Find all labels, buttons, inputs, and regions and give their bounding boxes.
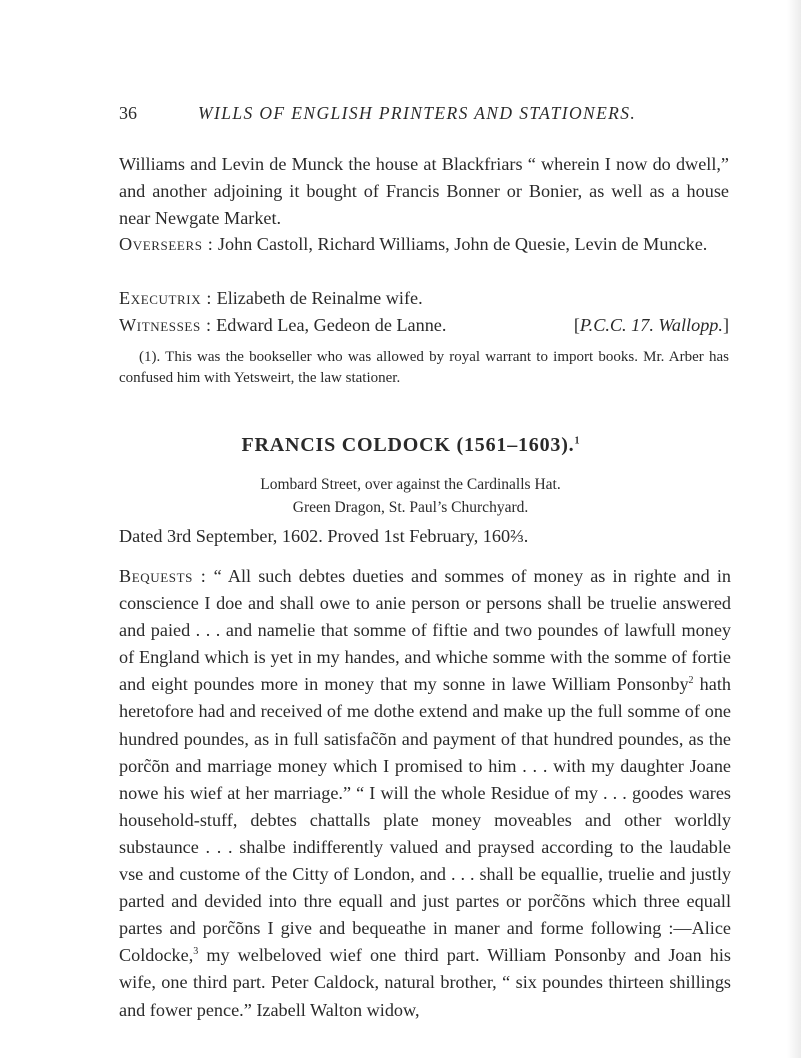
- entry-title-footnote-ref: 1: [574, 435, 580, 447]
- bequests-text-1: “ All such debtes dueties and sommes of money as in righte and in conscience I doe and shall owe to anie person or persons shall be truelie answered and paied . . . and namelie that somme of fiftie and two poundes of lawfull money of England which is yet in my handes, and whiche somme with the somme of fortie and eight poundes more in money that my sonne in lawe William Ponsonby: [119, 566, 732, 695]
- address-line-2: Green Dragon, St. Paul’s Churchyard.: [292, 499, 529, 516]
- overseers-paragraph: [119, 231, 729, 258]
- page-number: 36: [119, 103, 137, 123]
- footnote-ref-3: 3: [193, 946, 199, 958]
- witnesses-text: Edward Lea, Gedeon de Lanne.: [211, 315, 447, 335]
- probate-reference: [P.C.C. 17. Wallopp.]: [573, 315, 729, 335]
- witnesses-label: Witnesses :: [119, 315, 212, 335]
- footnote-1: (1). This was the bookseller who was allowed by royal warrant to import books. Mr. Arber has confused him with Yetsweirt, the law stationer.: [119, 349, 729, 386]
- witnesses-paragraph: [119, 312, 729, 339]
- page-header: [119, 103, 719, 133]
- address-line-1: Lombard Street, over against the Cardinalls Hat.: [260, 476, 561, 493]
- scan-edge-shadow: [787, 0, 801, 1058]
- executrix-label: Executrix :: [119, 288, 213, 308]
- footnote-ref-2: 2: [688, 675, 694, 687]
- entry-title: [0, 434, 801, 457]
- bequests-label: Bequests :: [119, 566, 207, 586]
- will-continuation-paragraph: Williams and Levin de Munck the house at Blackfriars “ wherein I now do dwell,” and another adjoining it bought of Francis Bonner or Bonier, as well as a house near Newgate Market.: [119, 154, 729, 228]
- entry-title-text: FRANCIS COLDOCK (1561–1603).: [241, 434, 575, 456]
- running-title: WILLS OF ENGLISH PRINTERS AND STATIONERS.: [198, 103, 637, 123]
- executrix-text: Elizabeth de Reinalme wife.: [212, 288, 423, 308]
- overseers-text: John Castoll, Richard Williams, John de Quesie, Levin de Muncke.: [213, 234, 708, 254]
- bequests-paragraph: [119, 563, 731, 1024]
- dated-line: Dated 3rd September, 1602. Proved 1st February, 160⅔.: [119, 526, 529, 546]
- bequests-text-2: hath heretofore had and received of me dothe extend and make up the full somme of one hundred poundes, as in full satisfac̃õn and payment of that hundred poundes, as the porc̃õn and marriage money which I promised to him . . . with my daughter Joane nowe his wief at her marriage.” “ I will the whole Residue of my . . . goodes wares household-stuff, debtes chattalls plate money moveables and other worldly substaunce . . . shalbe indifferently valued and praysed according to the laudable vse and custome of the Citty of London, and . . . shall be equallie, truelie and justly parted and devided into thre equall and just partes or porc̃õns which three equall partes and porc̃õns I give and bequeathe in maner and forme following :—Alice Coldocke,: [119, 674, 731, 966]
- overseers-label: Overseers :: [119, 234, 214, 254]
- probate-reference-text: P.C.C. 17. Wallopp.: [579, 315, 723, 335]
- bequests-text-3: my welbeloved wief one third part. William Ponsonby and Joan his wife, one third part. Peter Caldock, natural brother, “ six poundes thirteen shillings and fower pence.” Izabell Walton widow,: [119, 945, 731, 1020]
- executrix-paragraph: [119, 285, 729, 312]
